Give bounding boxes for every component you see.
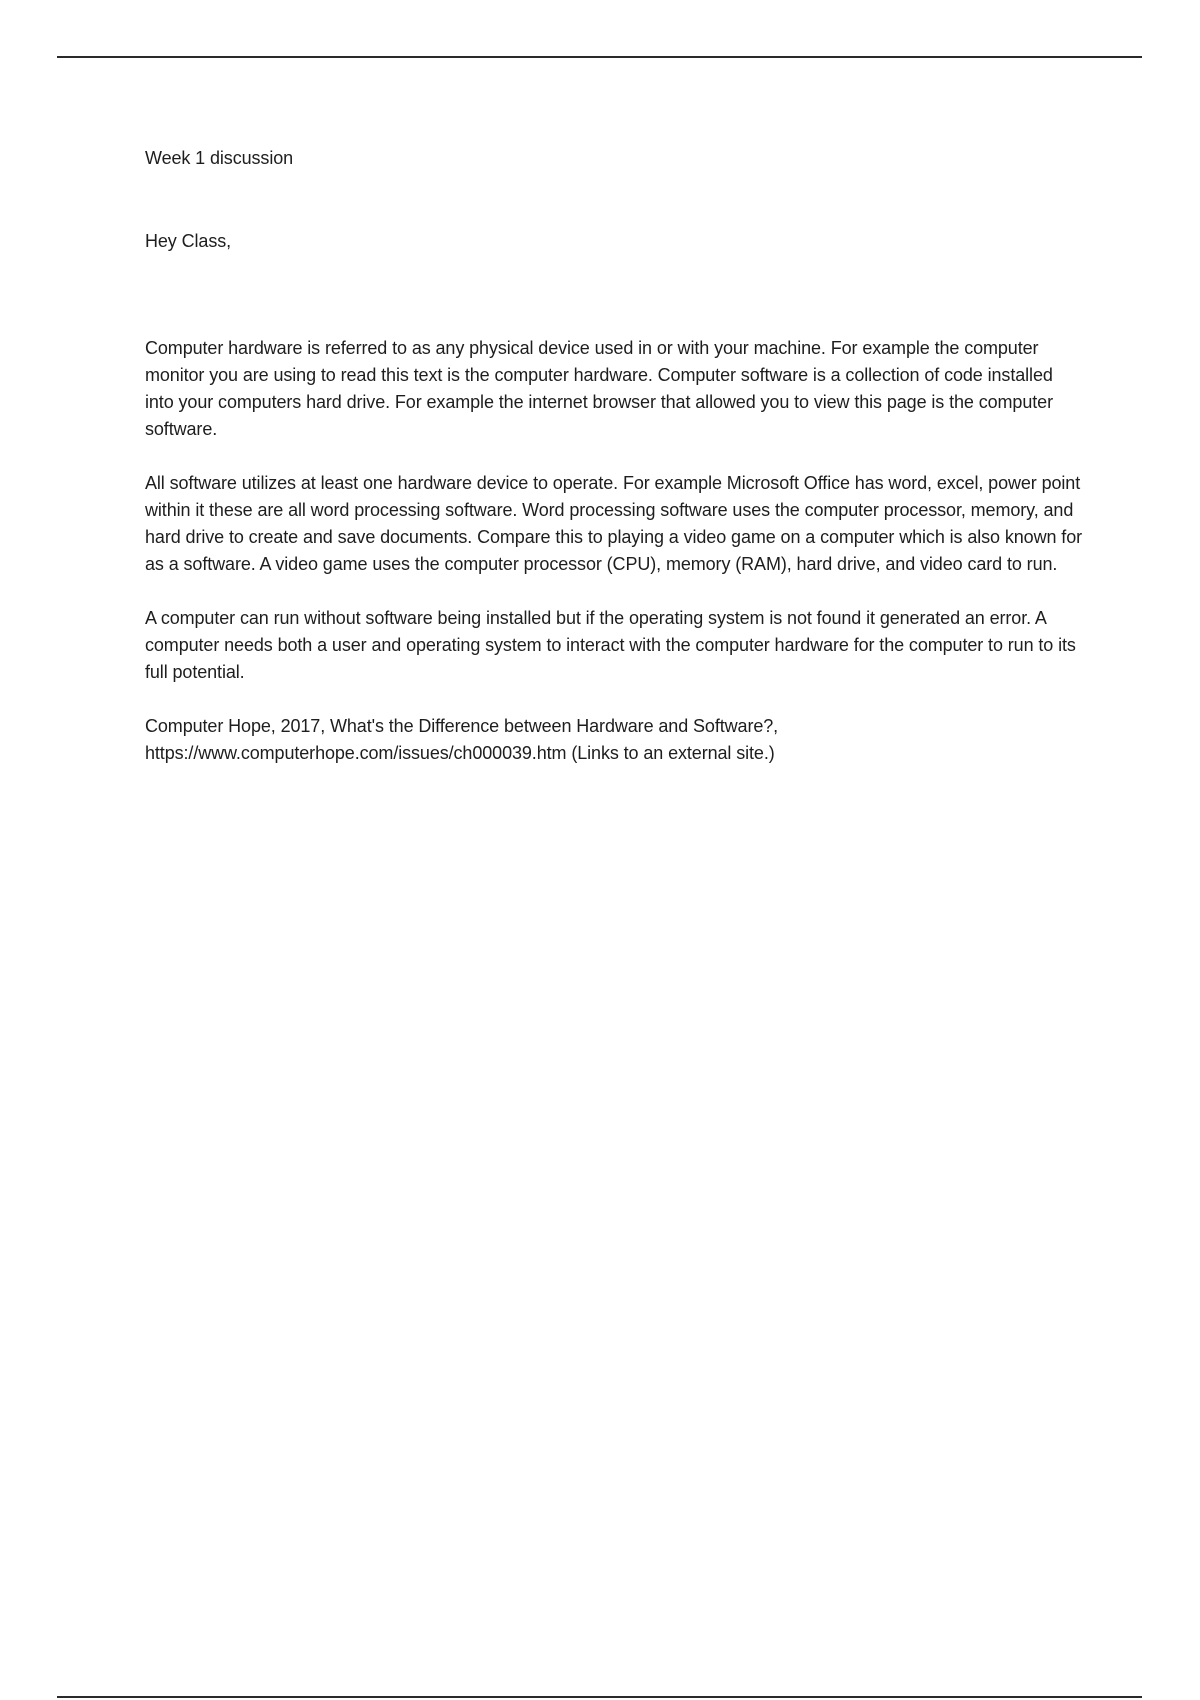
- reference-citation: Computer Hope, 2017, What's the Difference between Hardware and Software?,: [145, 716, 779, 736]
- reference: [145, 713, 1085, 767]
- header-rule: [57, 56, 1142, 58]
- greeting: Hey Class,: [145, 231, 232, 251]
- paragraph-hardware-software: Computer hardware is referred to as any physical device used in or with your machine. For example the computer monitor you are using to read this text is the computer hardware. Computer software is a collection of code installed into your computers hard drive. For example the internet browser that allowed you to view this page is the computer software.: [145, 338, 1053, 439]
- paragraph-software-uses-hardware: All software utilizes at least one hardware device to operate. For example Microsoft Office has word, excel, power point within it these are all word processing software. Word processing software uses the computer processor, memory, and hard drive to create and save documents. Compare this to playing a video game on a computer which is also known for as a software. A video game uses the computer processor (CPU), memory (RAM), hard drive, and video card to run.: [145, 473, 1083, 574]
- discussion-content: [145, 335, 1085, 767]
- paragraph-operating-system: A computer can run without software being installed but if the operating system is not found it generated an error. A computer needs both a user and operating system to interact with the computer hardware for the computer to run to its full potential.: [145, 608, 1076, 682]
- footer-rule: [57, 1696, 1142, 1698]
- reference-link[interactable]: https://www.computerhope.com/issues/ch000039.htm: [145, 743, 567, 763]
- reference-link-note: (Links to an external site.): [571, 743, 775, 763]
- document-title: Week 1 discussion: [145, 148, 294, 168]
